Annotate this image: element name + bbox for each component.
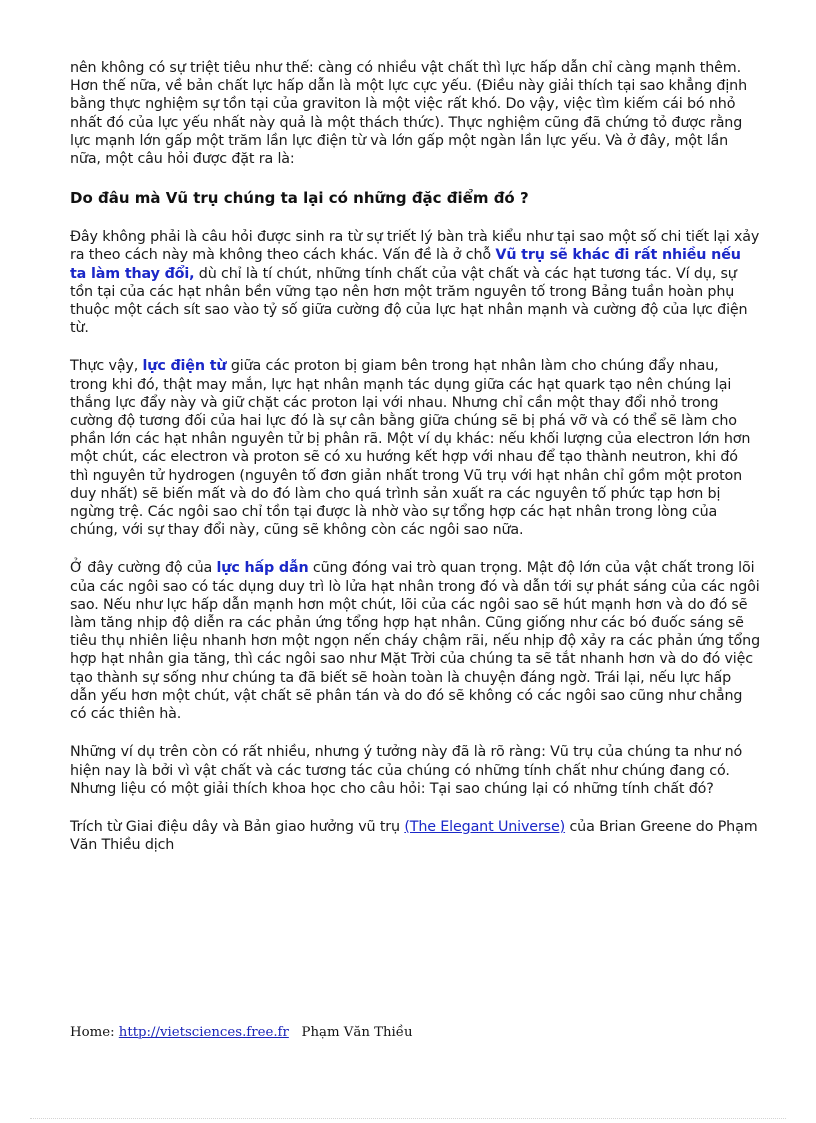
paragraph-electromagnetic	[70, 357, 760, 539]
paragraph-text: giữa các proton bị giam bên trong hạt nhân làm cho chúng đẩy nhau, trong khi đó, thật may mắn, lực hạt nhân mạnh tác dụng giữa các hạt quark tạo nên chúng lại thắng lực đẩy này và giữ chặt các proton lại với nhau. Nhưng chỉ cần một thay đổi nhỏ trong cường độ tương đối của hai lực đó là sự cân bằng giữa chúng sẽ bị phá vỡ và có thể sẽ làm cho phần lớn các hạt nhân nguyên tử bị phân rã. Một ví dụ khác: nếu khối lượng của electron lớn hơn một chút, các electron và proton sẽ có xu hướng kết hợp với nhau để tạo thành neutron, khi đó thì nguyên tử hydrogen (nguyên tố đơn giản nhất trong Vũ trụ với hạt nhân chỉ gồm một proton duy nhất) sẽ biến mất và do đó làm cho quá trình sản xuất ra các nguyên tố phức tạp hơn bị ngừng trệ. Các ngôi sao chỉ tồn tại được là nhờ vào sự tổng hợp các hạt nhân trong lòng của chúng, với sự thay đổi này, cũng sẽ không còn các ngôi sao nữa.	[70, 358, 751, 539]
paragraph-text: dù chỉ là tí chút, những tính chất của vật chất và các hạt tương tác. Ví dụ, sự tồn tại của các hạt nhân bền vững tạo nên hơn một trăm nguyên tố trong Bảng tuần hoàn phụ thuộc một cách sít sao vào tỷ số giữa cường độ của lực hạt nhân mạnh và cường độ của lực điện từ.	[70, 265, 748, 337]
highlight-term-gravity: lực hấp dẫn	[216, 560, 309, 577]
paragraph-text: của Brian Greene do Phạm Văn Thiều dịch	[70, 818, 758, 854]
article-body	[70, 59, 760, 854]
paragraph-text: Trích từ Giai điệu dây và Bản giao hưởng vũ trụ	[70, 818, 405, 835]
section-heading: Do đâu mà Vũ trụ chúng ta lại có những đặc điểm đó ?	[70, 189, 529, 208]
footer-author: Phạm Văn Thiều	[301, 1025, 413, 1040]
page-bottom-divider	[30, 1118, 786, 1119]
paragraph-text: Thực vậy,	[70, 358, 143, 375]
home-url-link[interactable]: http://vietsciences.free.fr	[118, 1025, 289, 1040]
paragraph-source	[70, 818, 760, 854]
footer-label: Home:	[70, 1025, 119, 1040]
paragraph-text: Ở đây cường độ của	[70, 560, 217, 577]
paragraph-conclusion: Những ví dụ trên còn có rất nhiều, nhưng ý tưởng này đã là rõ ràng: Vũ trụ của chúng ta như nó hiện nay là bởi vì vật chất và các tương tác của chúng có những tính chất như chúng đang có. Nhưng liệu có một giải thích khoa học cho câu hỏi: Tại sao chúng lại có những tính chất đó?	[70, 744, 743, 797]
highlight-term-electromagnetic: lực điện từ	[142, 358, 227, 375]
book-title-link[interactable]: (The Elegant Universe)	[404, 818, 566, 835]
page-footer	[70, 1025, 413, 1040]
paragraph-fine-tuning	[70, 228, 760, 337]
paragraph-text: Đây không phải là câu hỏi được sinh ra từ sự triết lý bàn trà kiểu như tại sao một số chi tiết lại xảy ra theo cách này mà không theo cách khác. Vấn đề là ở chỗ	[70, 229, 760, 264]
paragraph-text: cũng đóng vai trò quan trọng. Mật độ lớn của vật chất trong lõi của các ngôi sao có tác dụng duy trì lò lửa hạt nhân trong đó và dẫn tới sự phát sáng của các ngôi sao. Nếu như lực hấp dẫn mạnh hơn một chút, lõi của các ngôi sao sẽ hút mạnh hơn và do đó sẽ làm tăng nhịp độ diễn ra các phản ứng tổng hợp hạt nhân. Cũng giống như các bó đuốc sáng sẽ tiêu thụ nhiên liệu nhanh hơn một ngọn nến cháy chậm rãi, nếu nhịp độ xảy ra các phản ứng tổng hợp hạt nhân gia tăng, thì các ngôi sao như Mặt Trời của chúng ta sẽ tắt nhanh hơn và do đó việc tạo thành sự sống như chúng ta đã biết sẽ hoàn toàn là chuyện đáng ngờ. Trái lại, nếu lực hấp dẫn yếu hơn một chút, vật chất sẽ phân tán và do đó sẽ không có các ngôi sao cũng như chẳng có các thiên hà.	[70, 560, 760, 723]
paragraph-gravity	[70, 559, 760, 723]
paragraph-intro: nên không có sự triệt tiêu như thế: càng có nhiều vật chất thì lực hấp dẫn chỉ càng mạnh thêm. Hơn thế nữa, về bản chất lực hấp dẫn là một lực cực yếu. (Điều này giải thích tại sao khẳng định bằng thực nghiệm sự tồn tại của graviton là một việc rất khó. Do vậy, việc tìm kiếm cái bó nhỏ nhất đó của lực yếu nhất này quả là một thách thức). Thực nghiệm cũng đã chứng tỏ được rằng lực mạnh lớn gấp một trăm lần lực điện từ và lớn gấp một ngàn lần lực yếu. Và ở đây, một lần nữa, một câu hỏi được đặt ra là:	[70, 60, 747, 168]
highlight-phrase: Vũ trụ sẽ khác đi rất nhiều nếu ta làm thay đổi,	[70, 247, 741, 282]
